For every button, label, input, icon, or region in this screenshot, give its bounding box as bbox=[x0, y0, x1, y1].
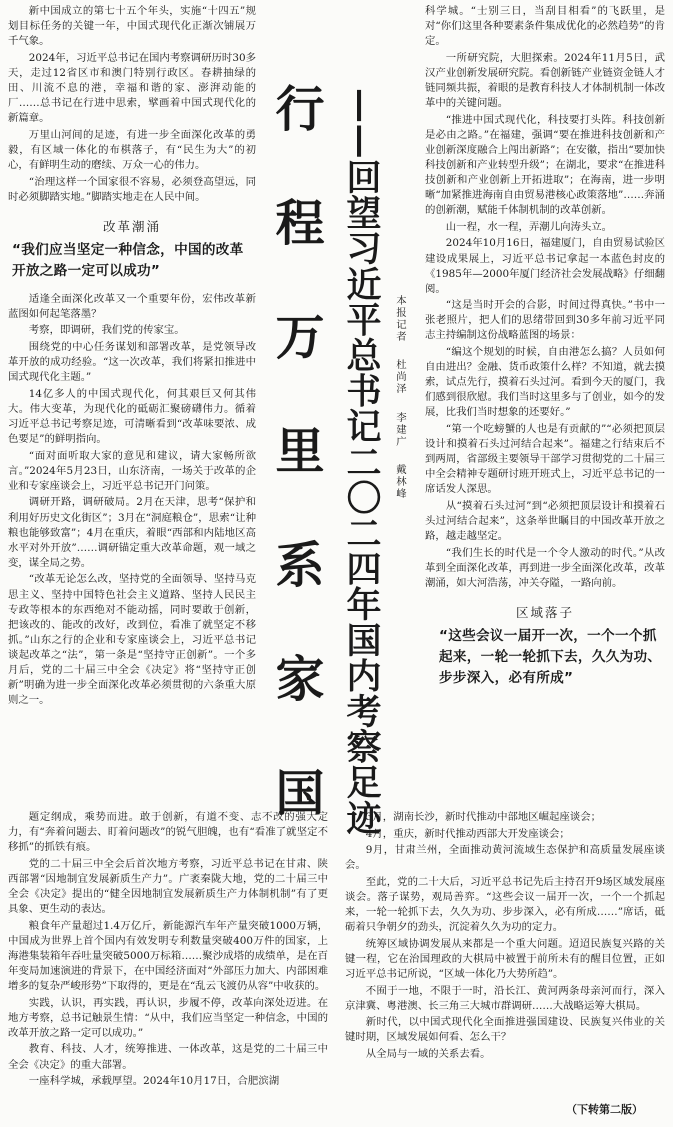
byline-author: 李建广 bbox=[394, 411, 406, 448]
paragraph: 不囿于一地，不限于一时，沿长江、黄河两条母亲河而行，深入京津冀、粤港澳、长三角三大城市群调研……大战略运筹大棋局。 bbox=[345, 984, 665, 1012]
paragraph: 围绕党的中心任务谋划和部署改革，是党领导改革开放的成功经验。“这一次改革，我们将紧扣推进中国式现代化主题。” bbox=[8, 341, 256, 384]
paragraph: 4月，重庆，新时代推动西部大开发座谈会； bbox=[365, 827, 570, 840]
paragraph: “推进中国式现代化，科技要打头阵。科技创新是必由之路。”在福建，强调“要在推进科技创新和产业创新深度融合上闯出新路”；在安徽，指出“要加快科技创新和产业转型升级”；在湖北，要求“在推进科技创新和产业创新上开拓进取”；在海南，进一步明晰“加紧推进海南自由贸易港核心政策落地”……奔涌的创新潮，赋能千体制机制的改革创新。 bbox=[425, 113, 665, 217]
column-right bbox=[425, 4, 665, 699]
paragraph: 适逢全面深化改革又一个重要年份，宏伟改革新蓝图如何起笔落墨？ bbox=[8, 292, 256, 320]
paragraph: 3月，湖南长沙，新时代推动中部地区崛起座谈会； bbox=[365, 811, 601, 823]
continued-note: （下转第二版） bbox=[566, 1103, 643, 1116]
byline-label: 本报记者 bbox=[394, 295, 406, 343]
headline-char: 家 bbox=[275, 650, 325, 708]
paragraph: “改革无论怎么改，坚持党的全面领导、坚持马克思主义、坚持中国特色社会主义道路、坚持人民民主专政等根本的东西绝对不能动摇，同时要敢于创新，把该改的、能改的改好，改到位，看准了就坚定不移抓。”山东之行的企业和专家座谈会上，习近平总书记谈起改革之“法”，第一条是“坚持守正创新”。一个多月后，党的二十届三中全会《决定》将“坚持守正创新”明确为进一步全面深化改革必须贯彻的六条重大原则之一。 bbox=[8, 573, 256, 707]
byline bbox=[390, 295, 410, 512]
paragraph: 党的二十届三中全会后首次地方考察，习近平总书记在甘肃、陕西部署“因地制宜发展新质生产力”。广袤秦陇大地，党的二十届三中全会《决定》提出的“健全因地制宜发展新质生产力体制机制”有了更具象、更生动的表达。 bbox=[8, 857, 328, 916]
paragraph: 教育、科技、人才，统筹推进、一体改革，这是党的二十届三中全会《决定》的重大部署。 bbox=[8, 1043, 328, 1071]
paragraph: “第一个吃螃蟹的人也是有贡献的”“必须把顶层设计和摸着石头过河结合起来”。福建之行结束后不到两周，省部级主要领导干部学习贯彻党的二十届三中全会精神专题研讨班开班式上，习近平总书记的一席话发人深思。 bbox=[425, 423, 665, 496]
headline-char: 里 bbox=[275, 422, 325, 480]
paragraph: 山一程，水一程，弄潮儿向涛头立。 bbox=[445, 220, 613, 233]
paragraph: “我们生长的时代是一个令人激动的时代。”从改革到全面深化改革，再到进一步全面深化改革，改革潮涌，如大河浩荡，冲关夺隘，一路向前。 bbox=[425, 546, 665, 589]
section-quote-reform: “我们应当坚定一种信念，中国的改革开放之路一定可以成功” bbox=[12, 241, 244, 279]
paragraph: 从全局与一域的关系去看。 bbox=[365, 1047, 491, 1060]
subheadline: ——回望习近平总书记二〇二四年国内考察足迹 bbox=[341, 88, 382, 836]
paragraph: 至此，党的二十大后，习近平总书记先后主持召开9场区域发展座谈会。落子谋势，观局善弈。“这些会议一届开一次，一个一个抓起来，一轮一轮抓下去，久久为功、步步深入，必有所成……”席话，砥砺着只争朝夕的劲头，沉淀着久久为功的定力。 bbox=[345, 875, 665, 934]
headline-char: 行 bbox=[275, 80, 325, 138]
headline bbox=[268, 52, 332, 850]
paragraph: 科学城。“士别三日，当刮目相看”的飞跃里，是对“你们这里各种要素条件集成优化的必然趋势”的肯定。 bbox=[425, 5, 665, 48]
paragraph: 万里山河间的足迹，有进一步全面深化改革的勇毅，有区域一体化的布棋落子，有“民生为大”的初心，有鲜明生动的磨续、万众一心的伟力。 bbox=[8, 128, 256, 171]
paragraph: 9月，甘肃兰州，全面推动黄河流域生态保护和高质量发展座谈会。 bbox=[345, 844, 665, 872]
paragraph: 调研开路，调研破局。2月在天津，思考“保护和利用好历史文化街区”；3月在“洞庭粮仓”，思索“让种粮也能够致富”；4月在重庆，着眼“西部和内陆地区高水平对外开放”……调研锚定重大改革命题，观一域之变，谋全局之势。 bbox=[8, 496, 256, 569]
paragraph: “治理这样一个国家很不容易，必须登高望远，同时必须脚踏实地。”脚踏实地走在人民中间。 bbox=[8, 175, 256, 203]
paragraph: 实践，认识，再实践，再认识，步履不停，改革向深处迈进。在地方考察，总书记触景生情：“从中，我们应当坚定一种信念，中国的改革开放之路一定可以成功。” bbox=[8, 996, 328, 1039]
paragraph: 14亿多人的中国式现代化，何其艰巨又何其伟大。伟大变革，为现代化的砥砺汇聚磅礴伟力。循着习近平总书记考察足迹，可清晰看到“改革味要浓、成色要足”的鲜明指向。 bbox=[8, 387, 256, 446]
byline-author: 戴林峰 bbox=[394, 464, 406, 501]
headline-char: 万 bbox=[275, 308, 325, 366]
section-tag-reform: 改革潮涌 bbox=[102, 218, 161, 234]
paragraph: 题定纲成，乘势而进。敢于创新，有道不变、志不改的强大定力，有“奔着问题去、盯着问题改”的锐气胆魄，也有“看准了就坚定不移抓”的抓铁有痕。 bbox=[8, 811, 328, 854]
paragraph: 考察，即调研，我们党的传家宝。 bbox=[28, 324, 185, 337]
paragraph: “这是当时开会的合影，时间过得真快。”书中一张老照片，把人们的思绪带回到30多年前习近平同志主持编制这份战略蓝图的场景： bbox=[425, 299, 665, 342]
column-bottom-right bbox=[345, 810, 665, 1064]
paragraph: 2024年，习近平总书记在国内考察调研历时30多天，走过12省区市和澳门特别行政区。春耕抽绿的田、川流不息的港，幸福和谐的家、澎湃动能的厂……总书记在行进中思索，擘画着中国式现代化的新篇章。 bbox=[8, 51, 256, 125]
section-tag-region: 区域落子 bbox=[515, 605, 574, 621]
column-bottom-left bbox=[8, 810, 328, 1091]
paragraph: 一座科学城，承载厚望。2024年10月17日，合肥滨湖 bbox=[28, 1075, 280, 1088]
paragraph: 2024年10月16日，福建厦门，自由贸易试验区建设成果展上，习近平总书记拿起一本蓝色封皮的《1985年—2000年厦门经济社会发展战略》仔细翻阅。 bbox=[425, 237, 665, 295]
paragraph: 统筹区域协调发展从来都是一个重大问题。迢迢民族复兴路的关键一程，它在治国理政的大棋局中被置于前所未有的醒目位置，正如习近平总书记所说，“区域一体化乃大势所趋”。 bbox=[345, 937, 665, 980]
paragraph: 从“摸着石头过河”到“必须把顶层设计和摸着石头过河结合起来”，这条举世瞩目的中国改革开放之路，越走越坚定。 bbox=[425, 500, 665, 543]
paragraph: 新时代，以中国式现代化全面推进强国建设、民族复兴伟业的关键时期，区域发展如何看、怎么干？ bbox=[345, 1016, 665, 1044]
paragraph: “面对面听取大家的意见和建议，请大家畅所欲言。”2024年5月23日，山东济南，一场关于改革的企业和专家座谈会上，习近平总书记开门问策。 bbox=[8, 449, 256, 492]
headline-char: 国 bbox=[275, 764, 325, 822]
paragraph: 新中国成立的第七十五个年头，实施“十四五”规划目标任务的关键一年，中国式现代化正渐次铺展万千气象。 bbox=[8, 5, 256, 48]
paragraph: “编这个规划的时候，自由港怎么搞？人员如何自由进出？金融、货币政策什么样？不知道，就去摸索，试点先行，摸着石头过河。看到今天的厦门，我们感到很欣慰。我们当时这里多与了创业，如今的发展，比我们当时想象的还要好。” bbox=[425, 346, 665, 419]
paragraph: 粮食年产量超过1.4万亿斤，新能源汽车年产量突破1000万辆，中国成为世界上首个国内有效发明专利数量突破400万件的国家，上海港集装箱年吞吐量突破5000万标箱……聚沙成塔的成绩单，是在百年变局加速演进的背景下，在中国经济面对“外部压力加大、内部困难增多的复杂严峻形势”下取得的，更是在“乱云飞渡仍从容”中收获的。 bbox=[8, 919, 328, 993]
byline-author: 杜尚泽 bbox=[394, 359, 406, 396]
column-left bbox=[8, 4, 256, 710]
paragraph: 一所研究院，大胆探索。2024年11月5日，武汉产业创新发展研究院。看创新链产业链资金链人才链同频共振，着眼的是教育科技人才体制机制一体改革中的关键问题。 bbox=[425, 51, 665, 110]
headline-char: 系 bbox=[275, 536, 325, 594]
headline-char: 程 bbox=[275, 194, 325, 252]
section-quote-region: “这些会议一届开一次，一个一个抓起来，一轮一轮抓下去，久久为功、步步深入，必有所成” bbox=[439, 628, 662, 687]
